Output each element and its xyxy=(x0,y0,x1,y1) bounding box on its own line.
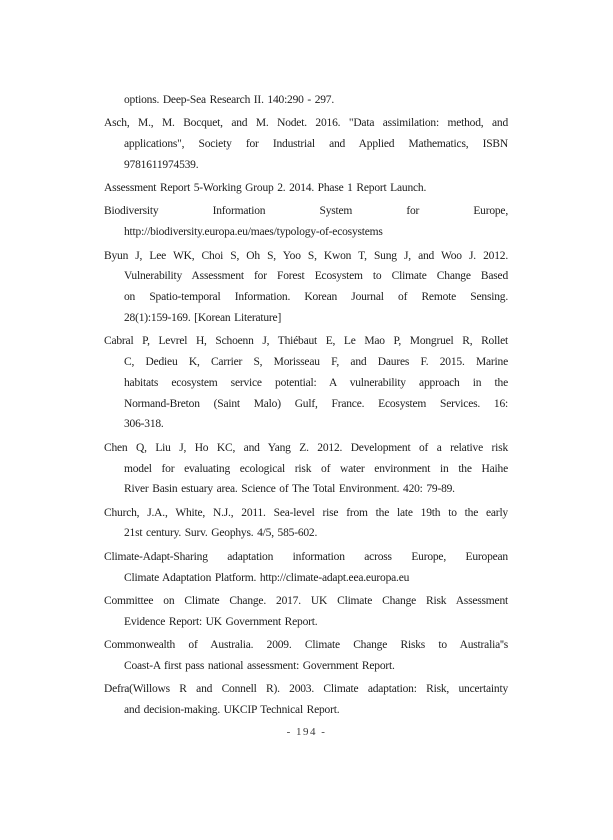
reference-entry xyxy=(104,90,508,111)
reference-line: Defra(Willows R and Connell R). 2003. Climate adaptation: Risk, uncertainty xyxy=(104,683,508,696)
reference-line: Biodiversity Information System for Europe, xyxy=(104,205,508,218)
reference-line: Church, J.A., White, N.J., 2011. Sea-level rise from the late 19th to the early xyxy=(104,506,508,519)
reference-line: Normand-Breton (Saint Malo) Gulf, France. Ecosystem Services. 16: xyxy=(124,397,508,410)
reference-line: Byun J, Lee WK, Choi S, Oh S, Yoo S, Kwon T, Sung J, and Woo J. 2012. xyxy=(104,249,508,262)
reference-entry xyxy=(104,331,508,435)
reference-line: options. Deep-Sea Research II. 140:290 - 297. xyxy=(124,94,335,106)
reference-line: 28(1):159-169. [Korean Literature] xyxy=(124,311,282,324)
reference-line: http://biodiversity.europa.eu/maes/typology-of-ecosystems xyxy=(124,226,383,239)
reference-entry xyxy=(104,201,508,243)
reference-line: Cabral P, Levrel H, Schoenn J, Thiébaut E, Le Mao P, Mongruel R, Rollet xyxy=(104,335,508,348)
reference-line: Evidence Report: UK Government Report. xyxy=(124,615,318,628)
reference-entry xyxy=(104,635,508,677)
reference-line: Commonwealth of Australia. 2009. Climate Change Risks to Australia''s xyxy=(104,638,508,651)
reference-entry xyxy=(104,547,508,589)
reference-line: habitats ecosystem service potential: A vulnerability approach in the xyxy=(124,376,508,389)
reference-line: Committee on Climate Change. 2017. UK Climate Change Risk Assessment xyxy=(104,594,508,607)
reference-entry xyxy=(104,438,508,500)
reference-entry xyxy=(104,246,508,329)
reference-line: model for evaluating ecological risk of water environment in the Haihe xyxy=(124,462,508,475)
reference-line: Chen Q, Liu J, Ho KC, and Yang Z. 2012. Development of a relative risk xyxy=(104,441,508,454)
reference-line: Vulnerability Assessment for Forest Ecosystem to Climate Change Based xyxy=(124,270,508,283)
reference-line: Asch, M., M. Bocquet, and M. Nodet. 2016. "Data assimilation: method, and xyxy=(104,117,508,130)
reference-line: and decision-making. UKCIP Technical Report. xyxy=(124,703,340,716)
reference-line: 306-318. xyxy=(124,418,164,431)
references-list xyxy=(104,90,508,723)
reference-entry xyxy=(104,178,508,199)
reference-line: C, Dedieu K, Carrier S, Morisseau F, and Daures F. 2015. Marine xyxy=(124,356,508,369)
reference-entry xyxy=(104,503,508,545)
reference-line: 21st century. Surv. Geophys. 4/5, 585-602. xyxy=(124,527,318,540)
reference-entry xyxy=(104,591,508,633)
reference-line: applications", Society for Industrial and Applied Mathematics, ISBN xyxy=(124,138,508,151)
reference-entry xyxy=(104,679,508,721)
reference-line: River Basin estuary area. Science of The Total Environment. 420: 79-89. xyxy=(124,483,455,496)
reference-line: Coast-A first pass national assessment: Government Report. xyxy=(124,659,395,672)
reference-line: Assessment Report 5-Working Group 2. 2014. Phase 1 Report Launch. xyxy=(104,182,427,195)
reference-entry xyxy=(104,113,508,175)
page-number: - 194 - xyxy=(286,726,327,738)
reference-line: Climate Adaptation Platform. http://climate-adapt.eea.europa.eu xyxy=(124,571,410,584)
reference-line: on Spatio-temporal Information. Korean Journal of Remote Sensing. xyxy=(124,291,508,304)
reference-line: Climate-Adapt-Sharing adaptation information across Europe, European xyxy=(104,550,508,563)
reference-line: 9781611974539. xyxy=(124,158,199,171)
